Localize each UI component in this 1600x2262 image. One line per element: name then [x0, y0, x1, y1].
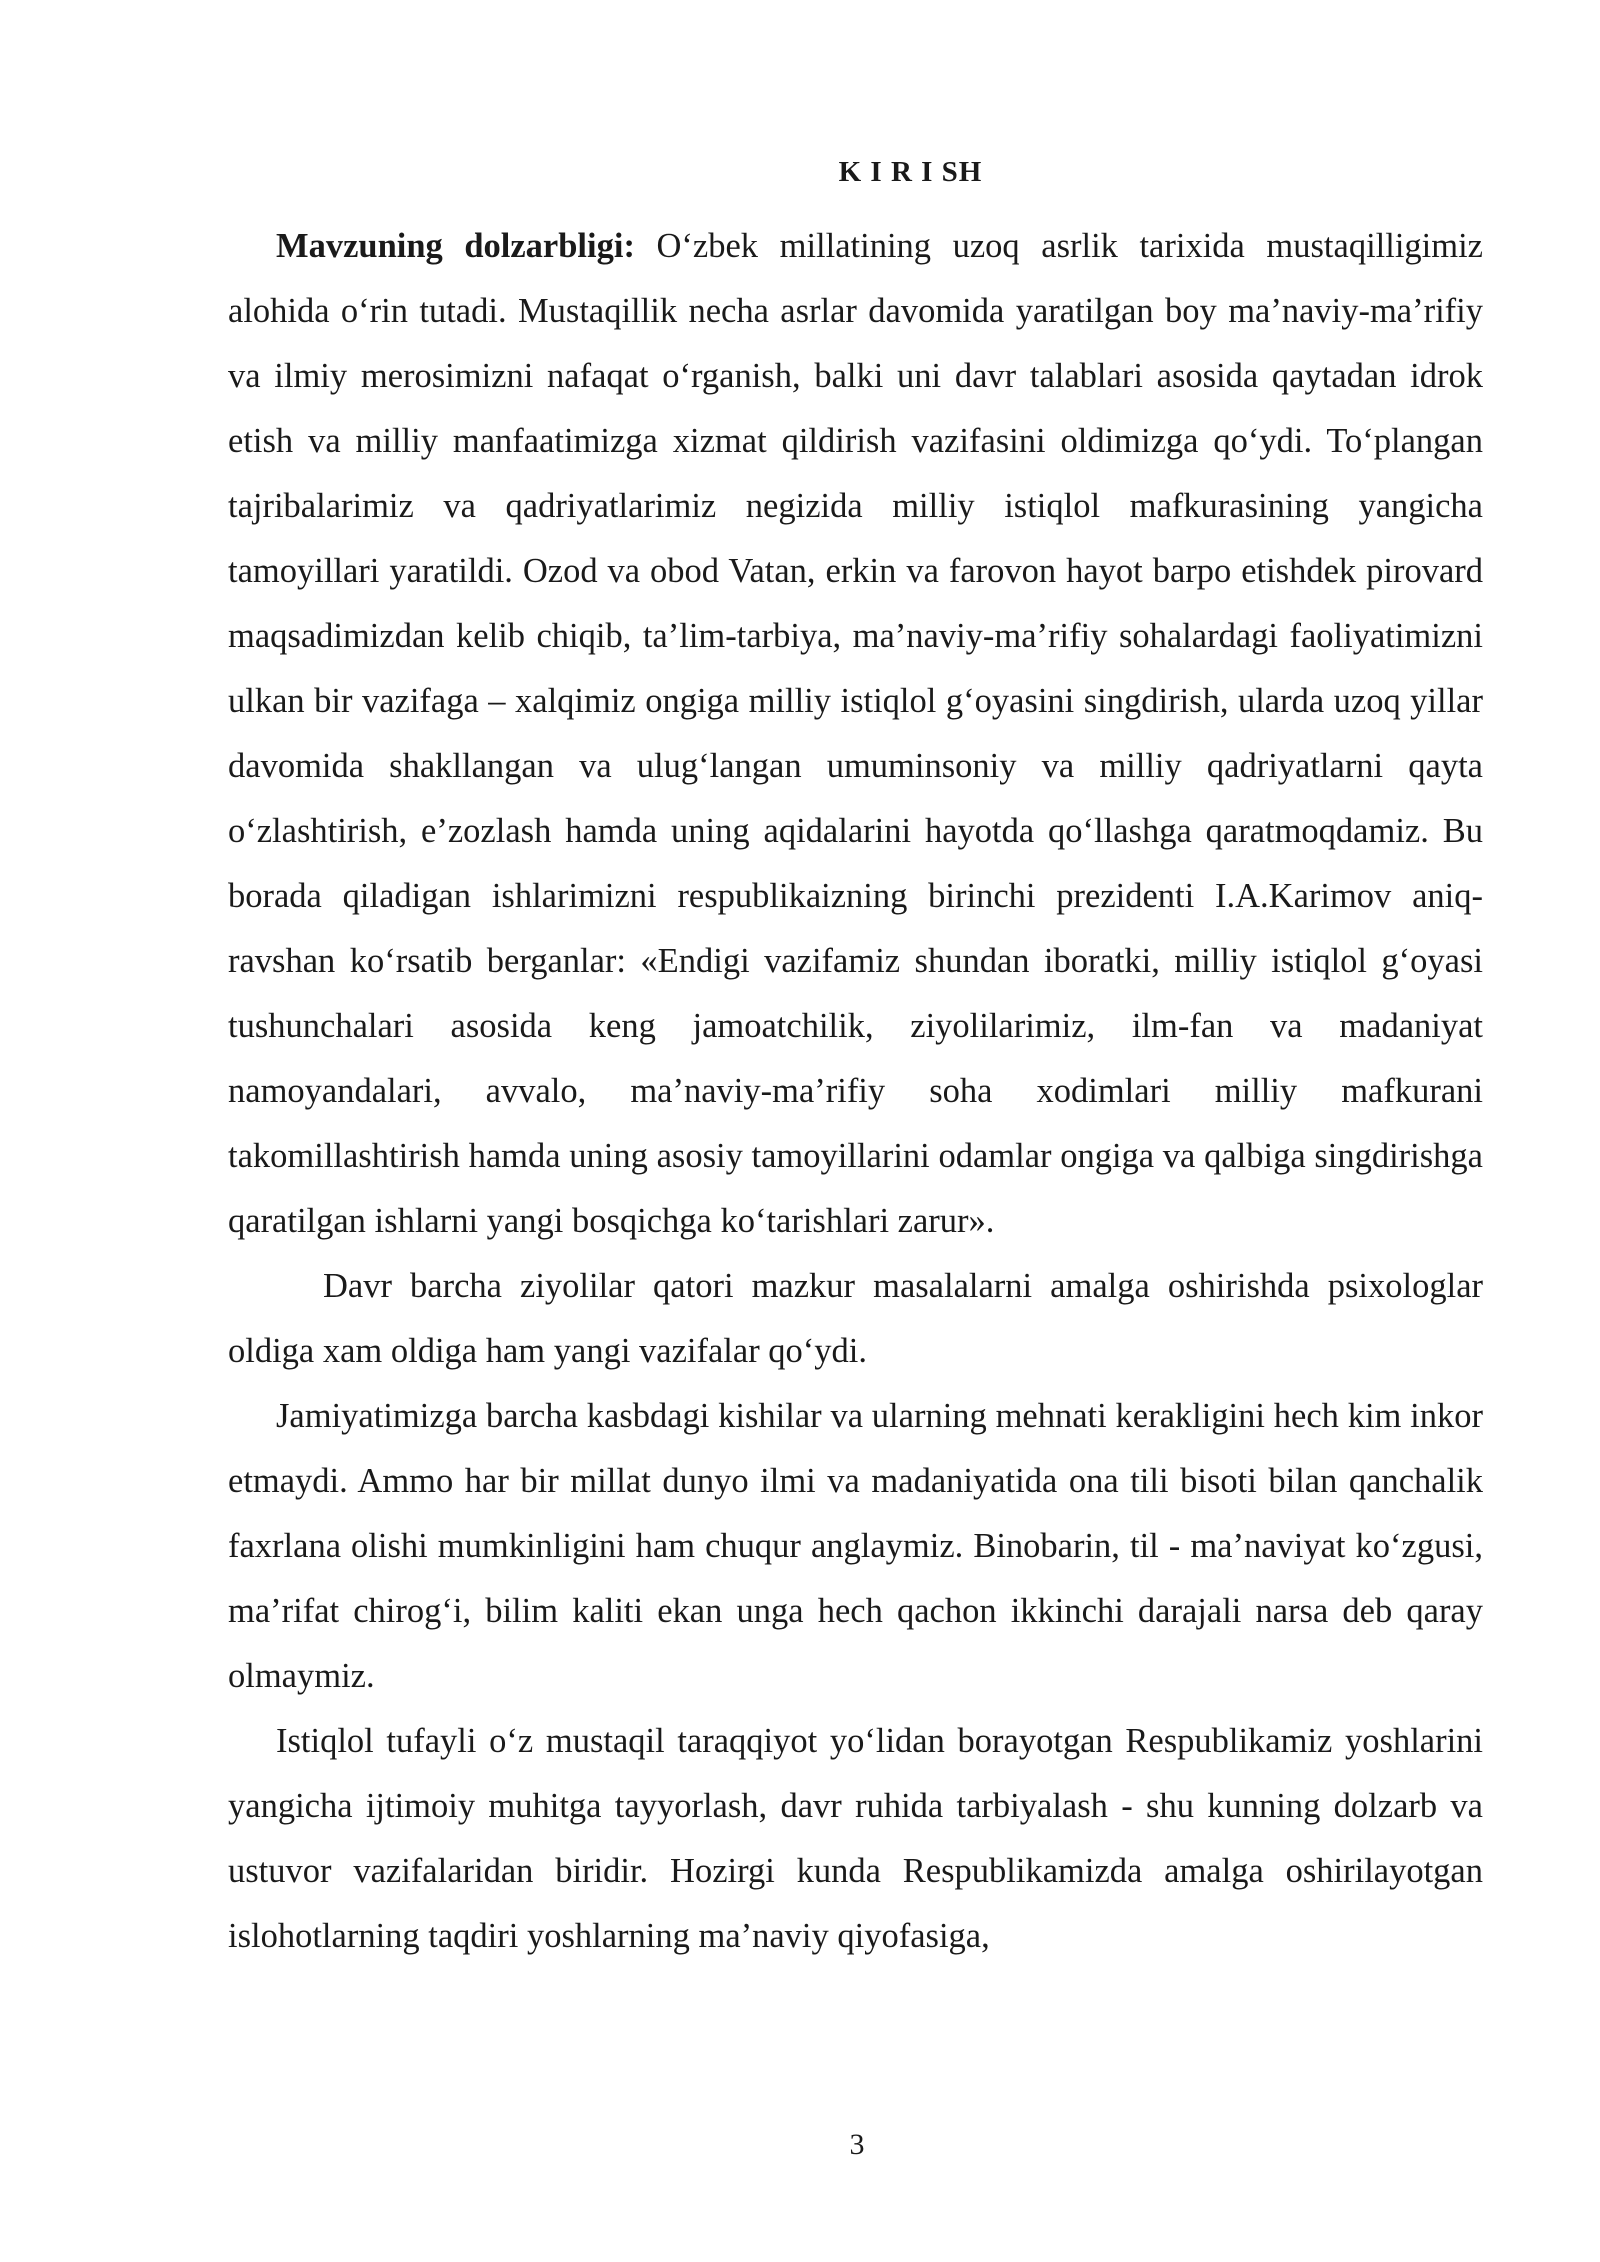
paragraph-text: O‘zbek millatining uzoq asrlik tarixida mustaqilligimiz alohida o‘rin tutadi. Mustaqillik necha asrlar davomida yaratilgan boy ma’naviy-ma’rifiy va ilmiy merosimizni nafaqat o‘rganish, balki uni davr talablari asosida qaytadan idrok etish va milliy manfaatimizga xizmat qildirish vazifasini oldimizga qo‘ydi. To‘plangan tajribalarimiz va qadriyatlarimiz negizida milliy istiqlol mafkurasining yangicha tamoyillari yaratildi. Ozod va obod Vatan, erkin va farovon hayot barpo etishdek pirovard maqsadimizdan kelib chiqib, ta’lim-tarbiya, ma’naviy-ma’rifiy sohalardagi faoliyatimizni ulkan bir vazifaga – xalqimiz ongiga milliy istiqlol g‘oyasini singdirish, ularda uzoq yillar davomida shakllangan va ulug‘langan umuminsoniy va milliy qadriyatlarni qayta o‘zlashtirish, e’zozlash hamda uning aqidalarini hayotda qo‘llashga qaratmoqdamiz. Bu borada qiladigan ishlarimizni respublikaizning birinchi prezidenti I.A.Karimov aniq-ravshan ko‘rsatib berganlar: «Endigi vazifamiz shundan iboratki, milliy istiqlol g‘oyasi tushunchalari asosida keng jamoatchilik, ziyolilarimiz, ilm-fan va madaniyat namoyandalari, avvalo, ma’naviy-ma’rifiy soha xodimlari milliy mafkurani takomillashtirish hamda uning asosiy tamoyillarini odamlar ongiga va qalbiga singdirishga qaratilgan ishlarni yangi bosqichga ko‘tarishlari zarur».	[228, 227, 1483, 1240]
document-page	[228, 150, 1483, 1969]
page-heading: K I R I SH	[838, 156, 983, 188]
paragraph-lead: Mavzuning dolzarbligi:	[276, 227, 635, 265]
paragraph-text: Istiqlol tufayli o‘z mustaqil taraqqiyot yo‘lidan borayotgan Respublikamiz yoshlarini yangicha ijtimoiy muhitga tayyorlash, davr ruhida tarbiyalash - shu kunning dolzarb va ustuvor vazifalaridan biridir. Hozirgi kunda Respublikamizda amalga oshirilayotgan islohotlarning taqdiri yoshlarning ma’naviy qiyofasiga,	[228, 1722, 1483, 1955]
paragraph-text: Davr barcha ziyolilar qatori mazkur masalalarni amalga oshirishda psixologlar oldiga xam oldiga ham yangi vazifalar qo‘ydi.	[228, 1267, 1483, 1370]
paragraph-language	[228, 1384, 1483, 1709]
paragraph-text: Jamiyatimizga barcha kasbdagi kishilar va ularning mehnati kerakligini hech kim inkor etmaydi. Ammo har bir millat dunyo ilmi va madaniyatida ona tili bisoti bilan qanchalik faxrlana olishi mumkinligini ham chuqur anglaymiz. Binobarin, til - ma’naviyat ko‘zgusi, ma’rifat chirog‘i, bilim kaliti ekan unga hech qachon ikkinchi darajali narsa deb qaray olmaymiz.	[228, 1397, 1483, 1695]
paragraph-psychologists	[228, 1254, 1483, 1384]
paragraph-relevance	[228, 214, 1483, 1254]
paragraph-youth	[228, 1709, 1483, 1969]
page-number: 3	[849, 2128, 865, 2161]
